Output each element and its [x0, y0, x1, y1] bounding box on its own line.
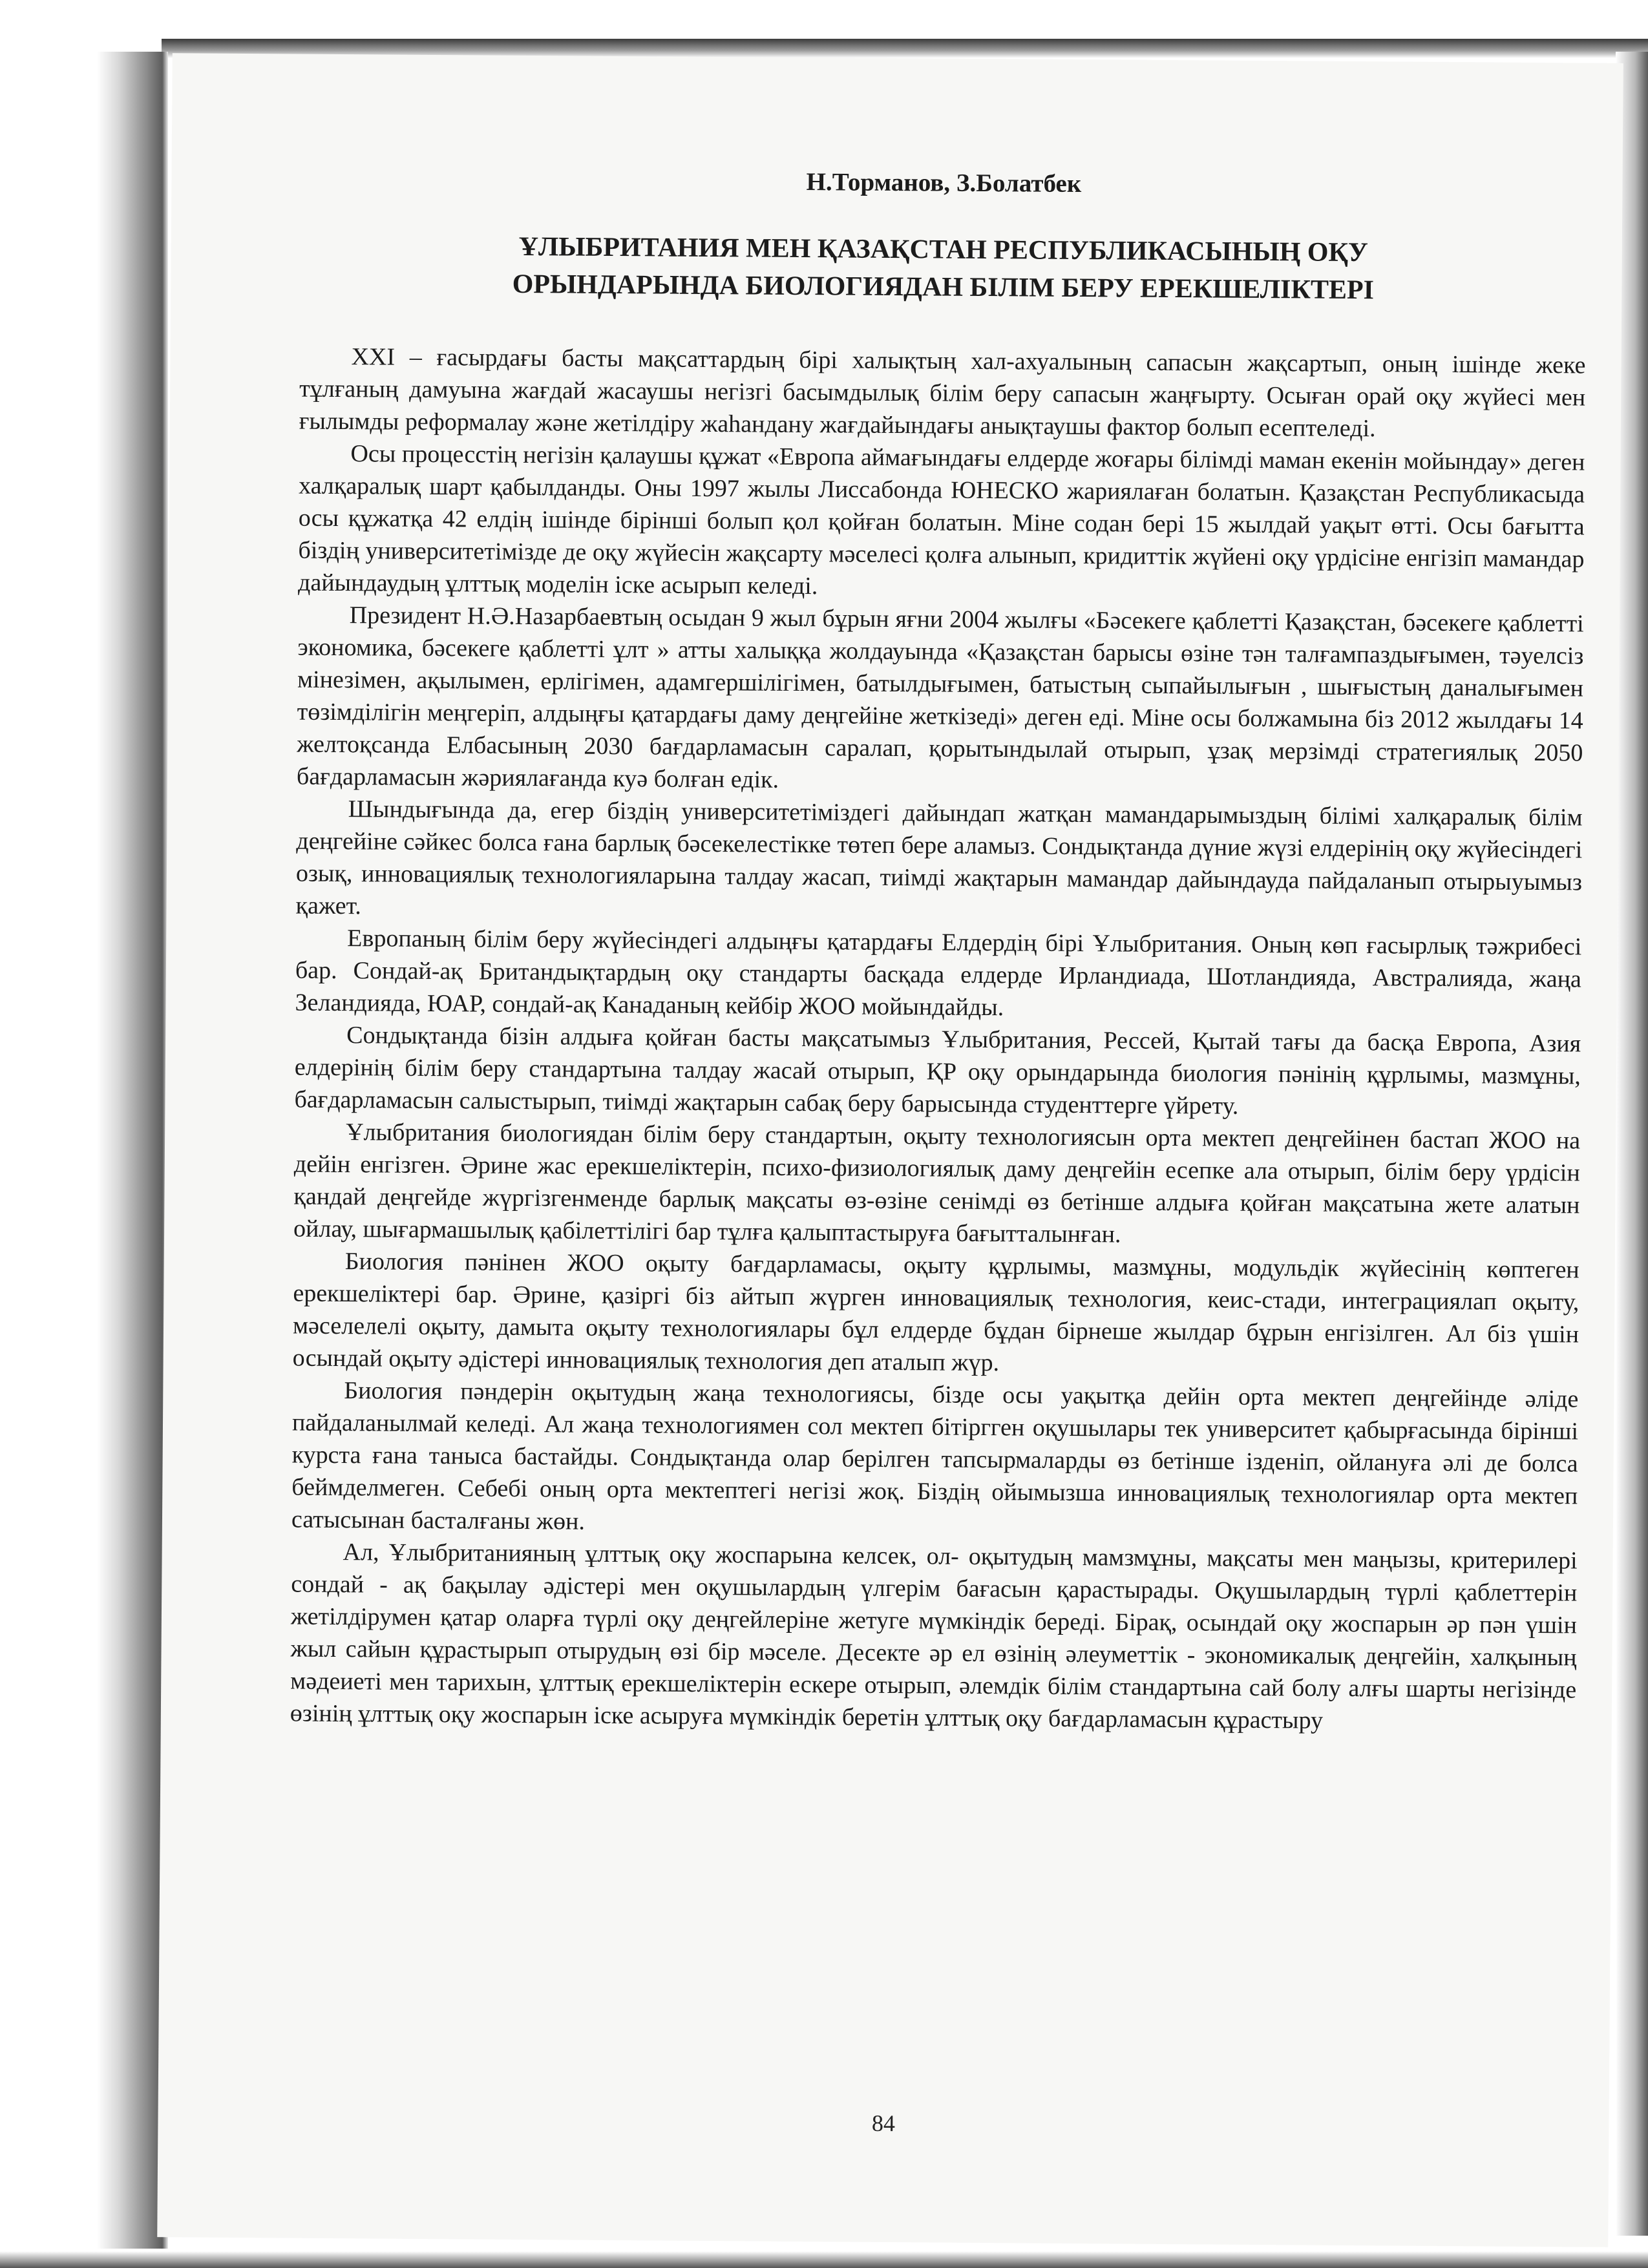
body-paragraph: Осы процесстің негізін қалаушы құжат «Европа аймағындағы елдерде жоғары білімді маман екенін мойындау» деген халқаралық шарт қабылданды. Оны 1997 жылы Лиссабонда ЮНЕСКО жариялаған болатын. Қазақстан Республикасыда осы құжатқа 42 елдің ішінде бірінші болып қол қойған болатын. Міне содан бері 15 жылдай уақыт өтті. Осы бағытта біздің университетімізде де оқу жүйесін жақсарту мәселесі қолға алынып, кридиттік жүйені оқу үрдісіне енгізіп мамандар дайындаудың ұлттық моделін іске асырып келеді.	[297, 440, 1585, 600]
article-title-line: ҰЛЫБРИТАНИЯ МЕН ҚАЗАҚСТАН РЕСПУБЛИКАСЫНЫҢ ОҚУ	[518, 231, 1368, 268]
article-body	[290, 341, 1586, 1739]
body-paragraph: Ұлыбритания биологиядан білім беру стандартын, оқыту технологиясын орта мектеп деңгейінен бастап ЖОО на дейін енгізген. Әрине жас ерекшеліктерін, психо-физиологиялық даму деңгейін есепке ала отырып, білім беру үрдісін қандай деңгейде жүргізгенменде барлық мақсаты өз-өзіне сенімді өз бетінше алдыға қойған мақсатына жете алатын ойлау, шығармашылық қабілеттілігі бар тұлға қалыптастыруға бағытталынған.	[293, 1118, 1581, 1248]
article-authors: Н.Торманов, З.Болатбек	[806, 168, 1082, 198]
scan-shadow-left	[97, 52, 168, 2249]
body-paragraph: Европаның білім беру жүйесіндегі алдыңғы қатардағы Елдердің бірі Ұлыбритания. Оның көп ғасырлық тәжрибесі бар. Сондай-ақ Британдықтардың оқу стандарты басқада елдерде Ирландиада, Шотландияда, Австралияда, жаңа Зеландияда, ЮАР, сондай-ақ Канаданың кейбір ЖОО мойындайды.	[295, 925, 1582, 1022]
body-paragraph: XXI – ғасырдағы басты мақсаттардың бірі халықтың хал-ахуалының сапасын жақсартып, оның ішінде жеке тұлғаның дамуына жағдай жасаушы негізгі басымдылық білім беру сапасын жаңғырту. Осыған орай оқу жүйесі мен ғылымды реформалау және жетілдіру жаһандану жағдайындағы анықтаушы фактор болып есептеледі.	[299, 343, 1586, 443]
body-paragraph: Ал, Ұлыбританияның ұлттық оқу жоспарына келсек, ол- оқытудың мамзмұны, мақсаты мен маңызы, критерилері сондай - ақ бақылау әдістері мен оқушылардың үлгерім бағасын қарастырады. Оқушылардың түрлі қаблеттерін жетілдірумен қатар оларға түрлі оқу деңгейлеріне жетуге мүмкіндік береді. Бірақ, осындай оқу жоспарын әр пән үшін жыл сайын құрастырып отырудың өзі бір мәселе. Десекте әр ел өзінің әлеуметтік - экономикалық деңгейін, халқының мәдеиеті мен тарихын, ұлттық ерекшеліктерін ескере отырып, әлемдік білім стандартына сай болу алғы шарты негізінде өзінің ұлттық оқу жоспарын іске асыруға мүмкіндік беретін ұлттық оқу бағдарламасын құрастыру	[290, 1538, 1578, 1734]
body-paragraph: Биология пәнінен ЖОО оқыту бағдарламасы, оқыту құрлымы, мазмұны, модульдік жүйесінің көптеген ерекшеліктері бар. Әрине, қазіргі біз айтып жүрген инновациялық технология, кеис-стади, интеграциялап оқыту, мәселелелі оқыту, дамыта оқыту технологиялары бұл елдерде бұдан бірнеше жылдар бұрын енгізілген. Ал біз үшін осындай оқыту әдістері инновациялық технология деп аталып жүр.	[292, 1248, 1579, 1377]
scanned-page	[157, 53, 1623, 2247]
article-content	[290, 164, 1587, 1739]
body-paragraph: Биология пәндерін оқытудың жаңа технологиясы, бізде осы уақытқа дейін орта мектеп деңгейінде әліде пайдаланылмай келеді. Ал жаңа технологиямен сол мектеп бітіргген оқушылары тек университет қабырғасында бірінші курста ғана таныса бастайды. Сондықтанда олар берілген тапсырмаларды өз бетінше ізденіп, ойлануға әлі де болса беймделмеген. Себебі оның орта мектептегі негізі жоқ. Біздің ойымызша инновациялық технологиялар орта мектеп сатысынан басталғаны жөн.	[291, 1377, 1579, 1535]
page-number: 84	[871, 2110, 896, 2137]
article-title	[300, 227, 1587, 311]
scan-shadow-bottom	[0, 2251, 1648, 2268]
body-paragraph: Президент Н.Ә.Назарбаевтың осыдан 9 жыл бұрын яғни 2004 жылғы «Бәсекеге қаблетті Қазақстан, бәсекеге қаблетті экономика, бәсекеге қаблетті ұлт » атты халыққа жолдауында «Қазақстан барысы өзіне тән талғампаздығымен, тәуелсіз мінезімен, ақылымен, ерлігімен, адамгершілігімен, батылдығымен, батыстың сыпайылығын , шығыстың даналығымен төзімділігін меңгеріп, алдыңғы қатардағы даму деңгейіне жеткізеді» деген еді. Міне осы болжамына біз 2012 жылдағы 14 желтоқсанда Елбасының 2030 бағдарламасын саралап, қорытындылай отырып, ұзақ мерзімді стратегиялық 2050 бағдарламасын жәриялағанда куә болған едік.	[296, 602, 1584, 793]
body-paragraph: Сондықтанда бізін алдыға қойған басты мақсатымыз Ұлыбритания, Рессей, Қытай тағы да басқа Европа, Азия елдерінің білім беру стандартына талдау жасай отырып, ҚР оқу орындарында биология пәнінің құрлымы, мазмұны, бағдарламасын салыстырып, тиімді жақтарын сабақ беру барысында студенттерге үйрету.	[294, 1022, 1581, 1120]
body-paragraph: Шындығында да, егер біздің университетіміздегі дайындап жатқан мамандарымыздың білімі халқаралық білім деңгейіне сәйкес болса ғана барлық бәсекелестікке төтеп бере аламыз. Сондықтанда дүние жүзі елдерінің оқу жүйесіндегі озық, инновациялық технологияларына талдау жасап, тиімді жақтарын мамандар дайындауда пайдаланып отырыуымыз қажет.	[295, 795, 1583, 920]
article-title-line: ОРЫНДАРЫНДА БИОЛОГИЯДАН БІЛІМ БЕРУ ЕРЕКШЕЛІКТЕРІ	[512, 269, 1375, 306]
